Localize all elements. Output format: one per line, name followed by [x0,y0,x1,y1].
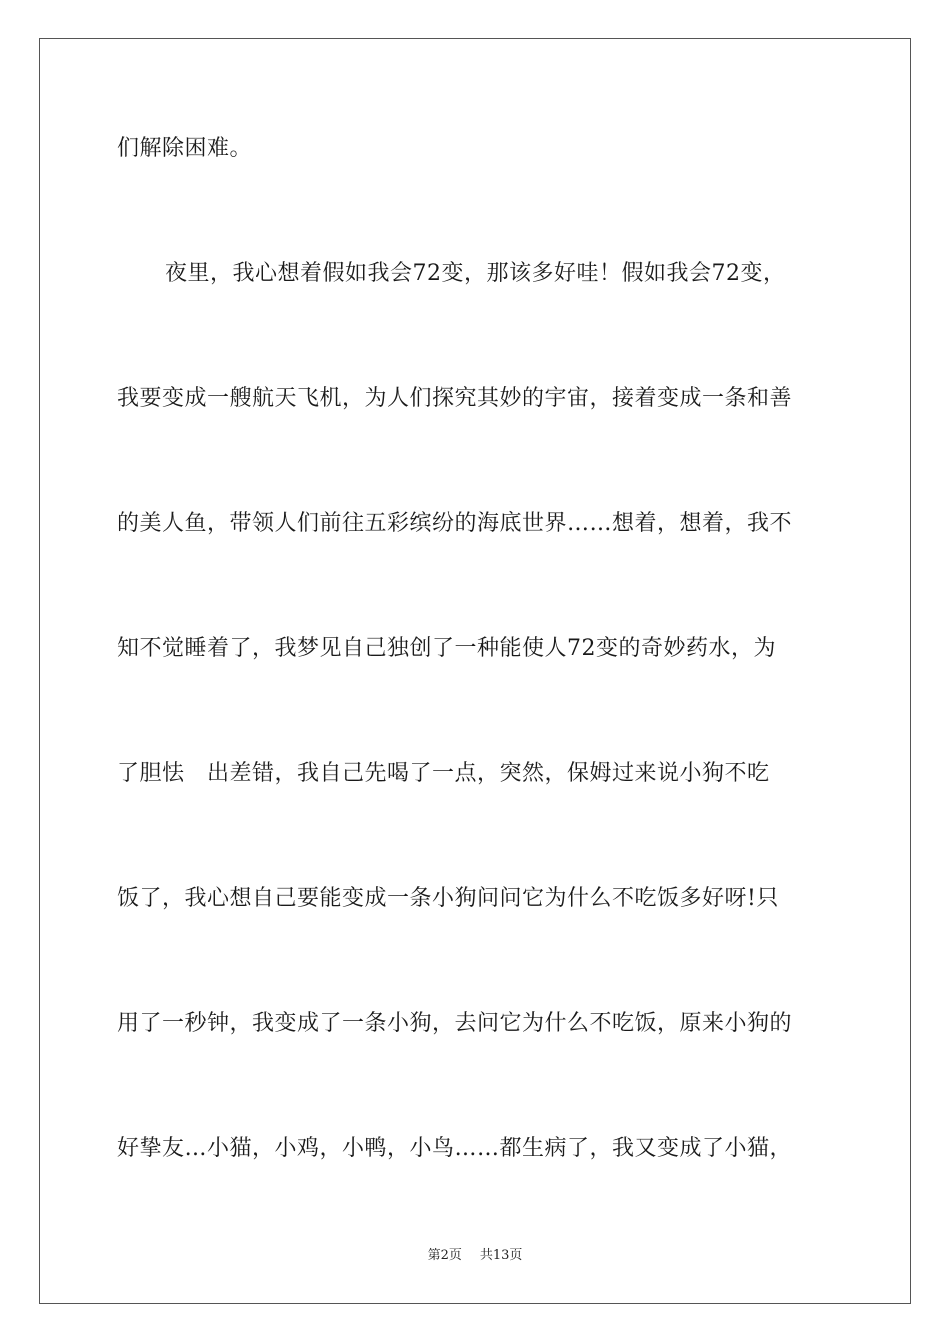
paragraph-line: 用了一秒钟，我变成了一条小狗，去问它为什么不吃饭，原来小狗的 [117,1011,793,1036]
paragraph-line: 夜里，我心想着假如我会72变，那该多好哇！假如我会72变， [165,261,786,286]
page-number: 第2页 [427,1248,462,1263]
paragraph-line: 我要变成一艘航天飞机，为人们探究其妙的宇宙，接着变成一条和善 [117,386,793,411]
page-border [39,38,911,1304]
paragraph-line: 好挚友…小猫，小鸡，小鸭，小鸟……都生病了，我又变成了小猫， [117,1136,793,1161]
paragraph-line: 了胆怯 出差错，我自己先喝了一点，突然，保姆过来说小狗不吃 [117,761,770,786]
paragraph-line: 们解除困难。 [117,136,253,161]
paragraph-line: 知不觉睡着了，我梦见自己独创了一种能使人72变的奇妙药水，为 [117,636,776,661]
page-total: 共13页 [479,1248,523,1263]
paragraph-line: 饭了，我心想自己要能变成一条小狗问问它为什么不吃饭多好呀!只 [117,886,779,911]
page-footer [0,1247,950,1265]
paragraph-line: 的美人鱼，带领人们前往五彩缤纷的海底世界……想着，想着，我不 [117,511,793,536]
